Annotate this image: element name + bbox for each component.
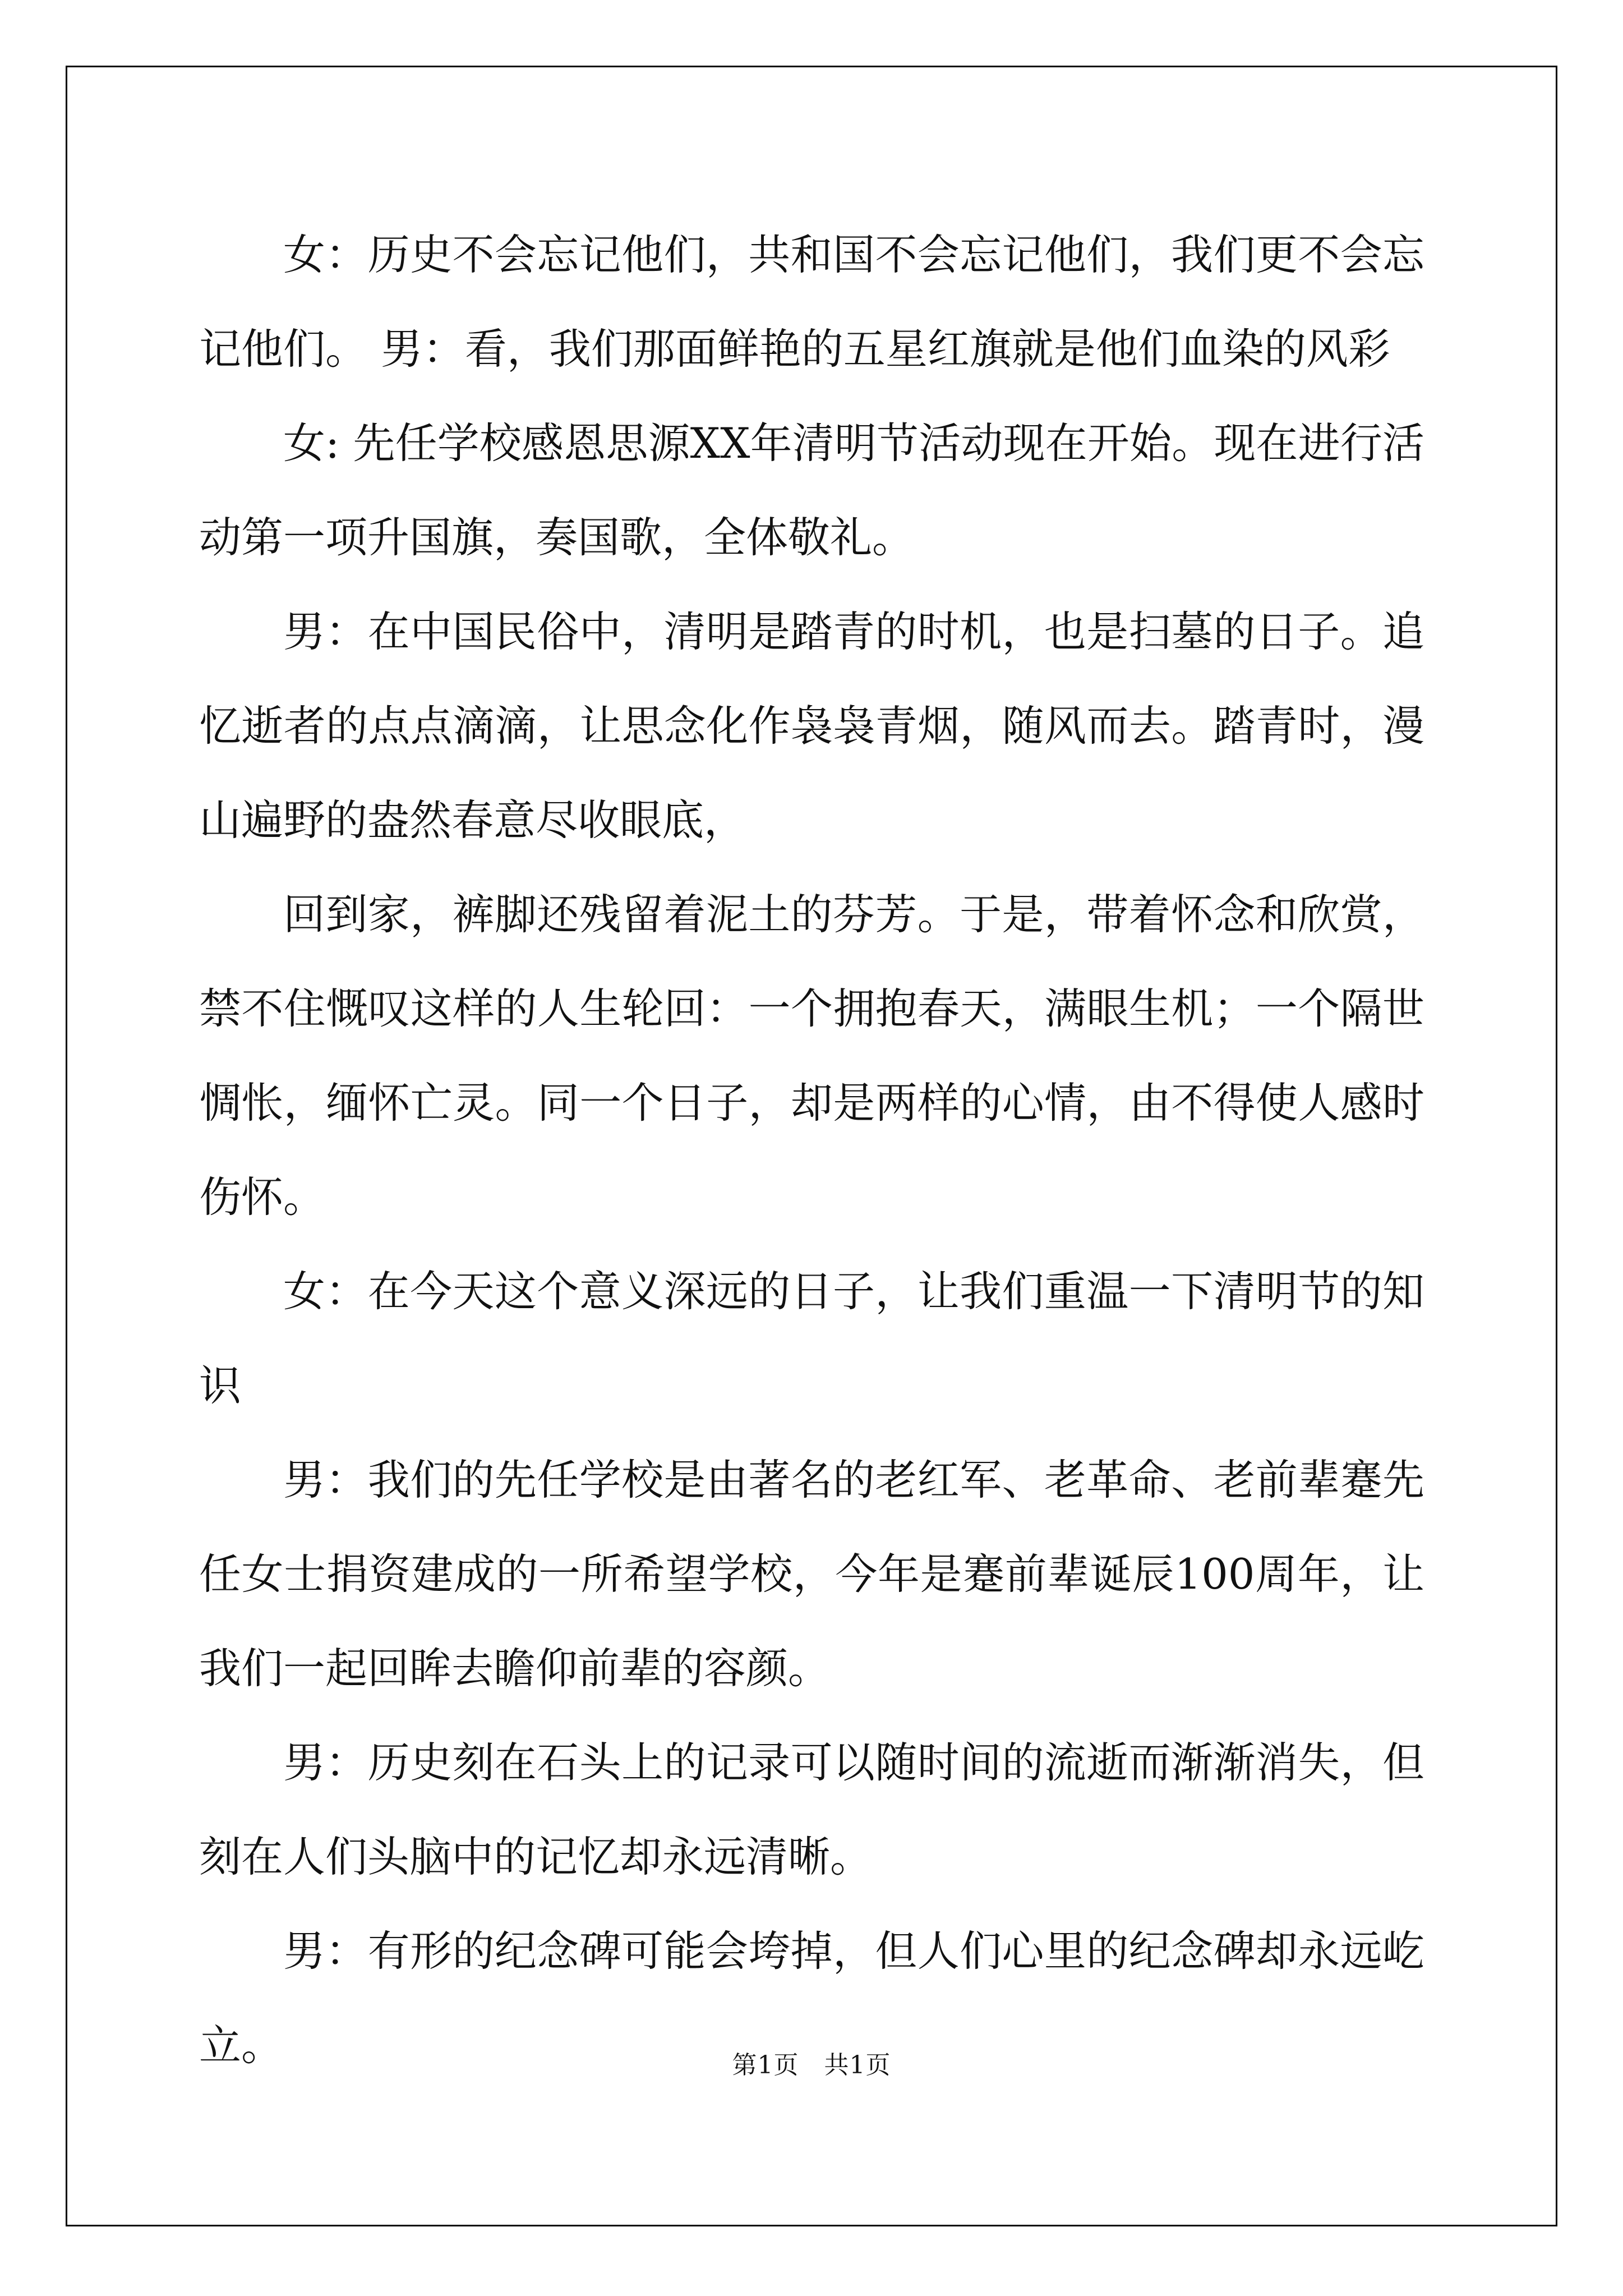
- paragraph-3: 男：在中国民俗中，清明是踏青的时机，也是扫墓的日子。追忆逝者的点点滴滴，让思念化作袅袅青烟，随风而去。踏青时，漫山遍野的盎然春意尽收眼底，: [199, 607, 1424, 845]
- paragraph-5: 女：在今天这个意义深远的日子，让我们重温一下清明节的知识: [199, 1267, 1424, 1410]
- paragraph-1: 女：历史不会忘记他们，共和国不会忘记他们，我们更不会忘记他们。 男：看，我们那面鲜艳的五星红旗就是他们血染的风彩: [199, 230, 1424, 374]
- paragraph-6: 男：我们的先任学校是由著名的老红军、老革命、老前辈蹇先任女士捐资建成的一所希望学校，今年是蹇前辈诞辰100周年，让我们一起回眸去瞻仰前辈的容颜。: [199, 1455, 1424, 1693]
- paragraph-8: 男：有形的纪念碑可能会垮掉，但人们心里的纪念碑却永远屹立。: [199, 1926, 1424, 2070]
- paragraph-7: 男：历史刻在石头上的记录可以随时间的流逝而渐渐消失，但刻在人们头脑中的记忆却永远清晰。: [199, 1738, 1424, 1881]
- page-number-footer: 第1页 共1页: [732, 2051, 891, 2079]
- paragraph-4: 回到家，裤脚还残留着泥土的芬芳。于是，带着怀念和欣赏，禁不住慨叹这样的人生轮回：一个拥抱春天，满眼生机；一个隔世惆怅，缅怀亡灵。同一个日子，却是两样的心情，由不得使人感时伤怀。: [199, 890, 1424, 1222]
- document-body: [199, 208, 1424, 2092]
- paragraph-2: 女: 先任学校感恩思源XX年清明节活动现在开始。现在进行活动第一项升国旗，奏国歌，全体敬礼。: [199, 418, 1424, 562]
